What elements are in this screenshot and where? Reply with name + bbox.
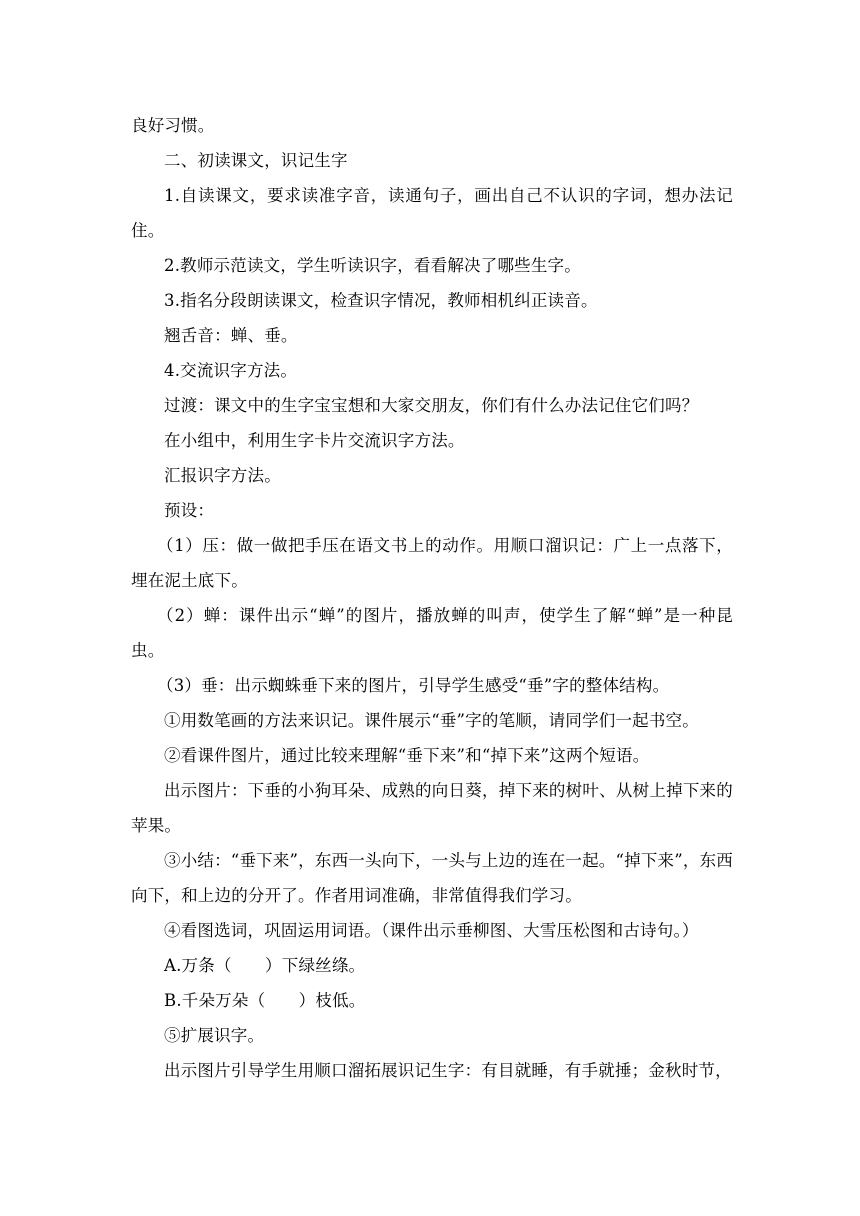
paragraph-sub-5: ⑤扩展识字。: [164, 1026, 265, 1045]
paragraph-retroflex: 翘舌音：蝉、垂。: [164, 326, 298, 345]
paragraph-continuation: 良好习惯。: [131, 116, 215, 135]
paragraph-show-images: 出示图片：下垂的小狗耳朵、成熟的向日葵，掉下来的树叶、从树上掉下来的苹果。: [131, 781, 733, 835]
paragraph-sub-4: ④看图选词，巩固运用词语。（课件出示垂柳图、大雪压松图和古诗句。）: [164, 921, 699, 940]
paragraph-item-3: （3）垂：出示蜘蛛垂下来的图片，引导学生感受“垂”字的整体结构。: [157, 676, 670, 695]
paragraph-item-1: （1）压：做一做把手压在语文书上的动作。用顺口溜识记：广上一点落下，埋在泥土底下。: [131, 536, 733, 590]
paragraph-sub-2: ②看课件图片，通过比较来理解“垂下来”和“掉下来”这两个短语。: [164, 746, 650, 765]
paragraph-step-3: 3.指名分段朗读课文，检查识字情况，教师相机纠正读音。: [164, 291, 598, 310]
paragraph-sub-1: ①用数笔画的方法来识记。课件展示“垂”字的笔顺，请同学们一起书空。: [164, 711, 699, 730]
paragraph-sub-3: ③小结：“垂下来”，东西一头向下，一头与上边的连在一起。“掉下来”，东西向下，和上边的分开了。作者用词准确，非常值得我们学习。: [131, 851, 733, 905]
paragraph-extension: 出示图片引导学生用顺口溜拓展识记生字：有目就睡，有手就捶；金秋时节，: [164, 1061, 732, 1080]
paragraph-step-1: 1.自读课文，要求读准字音，读通句子，画出自己不认识的字词，想办法记住。: [131, 186, 733, 240]
paragraph-step-2: 2.教师示范读文，学生听读识字，看看解决了哪些生字。: [164, 256, 581, 275]
document-body: [131, 108, 733, 1088]
paragraph-preset: 预设：: [164, 501, 215, 520]
paragraph-group-work: 在小组中，利用生字卡片交流识字方法。: [164, 431, 465, 450]
paragraph-step-4: 4.交流识字方法。: [164, 361, 298, 380]
paragraph-transition: 过渡：课文中的生字宝宝想和大家交朋友，你们有什么办法记住它们吗？: [164, 396, 699, 415]
paragraph-option-b: B.千朵万朵（ ）枝低。: [164, 991, 366, 1010]
paragraph-option-a: A.万条（ ）下绿丝绦。: [164, 956, 366, 975]
section-heading: 二、初读课文，识记生字: [164, 151, 348, 170]
paragraph-item-2: （2）蝉：课件出示“蝉”的图片，播放蝉的叫声，使学生了解“蝉”是一种昆虫。: [131, 606, 733, 660]
paragraph-report: 汇报识字方法。: [164, 466, 281, 485]
